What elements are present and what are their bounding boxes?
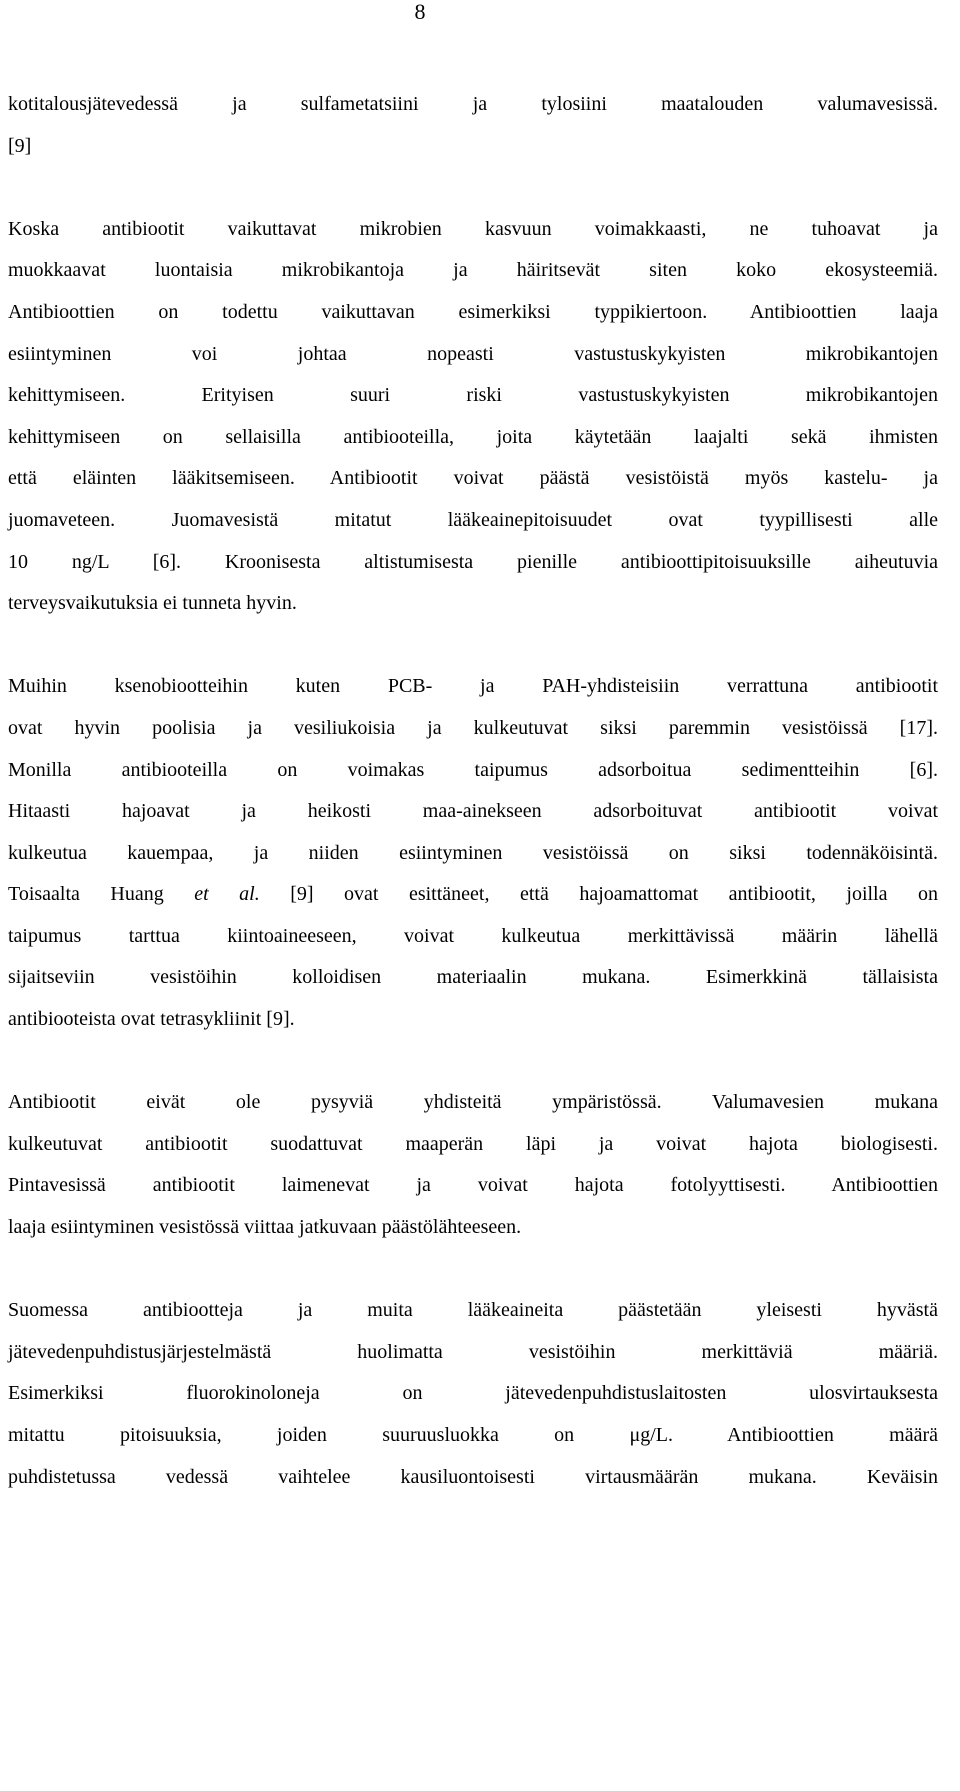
text-line: Antibioottien on todettu vaikuttavan esimerkiksi typpikiertoon. Antibioottien laaja (8, 300, 938, 323)
text-line: Koska antibiootit vaikuttavat mikrobien kasvuun voimakkaasti, ne tuhoavat ja (8, 217, 938, 240)
text-line: puhdistetussa vedessä vaihtelee kausiluontoisesti virtausmäärän mukana. Keväisin (8, 1465, 938, 1488)
text-line: jätevedenpuhdistusjärjestelmästä huolimatta vesistöihin merkittäviä määriä. (8, 1340, 938, 1363)
text-line: sijaitseviin vesistöihin kolloidisen materiaalin mukana. Esimerkkinä tällaisista (8, 966, 938, 989)
text-line: Antibiootit eivät ole pysyviä yhdisteitä ympäristössä. Valumavesien mukana (8, 1091, 938, 1114)
text-line: laaja esiintyminen vesistössä viittaa jatkuvaan päästölähteeseen. (8, 1216, 522, 1239)
text-line: kotitalousjätevedessä ja sulfametatsiini ja tylosiini maatalouden valumavesissä. (8, 93, 938, 115)
text-run: Toisaalta Huang (8, 883, 195, 906)
text-line (8, 874, 938, 916)
page-number: 8 (414, 0, 426, 24)
paragraph-4 (8, 1082, 938, 1248)
text-line: että eläinten lääkitsemiseen. Antibiootit voivat päästä vesistöistä myös kastelu- ja (8, 467, 938, 490)
document-body (8, 84, 938, 1498)
text-line: kehittymiseen. Erityisen suuri riski vastustuskykyisten mikrobikantojen (8, 384, 938, 407)
paragraph-3 (8, 666, 938, 1040)
text-run: [9] ovat esittäneet, että hajoamattomat antibiootit, joilla on (259, 883, 938, 906)
paragraph-2 (8, 209, 938, 625)
text-line: antibiooteista ovat tetrasykliinit [9]. (8, 1008, 295, 1031)
text-line: kulkeutuvat antibiootit suodattuvat maaperän läpi ja voivat hajota biologisesti. (8, 1132, 938, 1155)
text-line: 10 ng/L [6]. Kroonisesta altistumisesta pienille antibioottipitoisuuksille aiheutuvia (8, 550, 938, 573)
text-line: kehittymiseen on sellaisilla antibiooteilla, joita käytetään laajalti sekä ihmisten (8, 425, 938, 448)
text-line: terveysvaikutuksia ei tunneta hyvin. (8, 592, 297, 615)
text-line: juomaveteen. Juomavesistä mitatut lääkeainepitoisuudet ovat tyypillisesti alle (8, 508, 938, 531)
text-line: Monilla antibiooteilla on voimakas taipumus adsorboitua sedimentteihin [6]. (8, 758, 938, 781)
text-line: Pintavesissä antibiootit laimenevat ja voivat hajota fotolyyttisesti. Antibioottien (8, 1174, 938, 1197)
text-line: kulkeutua kauempaa, ja niiden esiintyminen vesistöissä on siksi todennäköisintä. (8, 841, 938, 864)
italic-citation: et al. (194, 883, 260, 906)
text-line: [9] (8, 134, 32, 157)
text-line: esiintyminen voi johtaa nopeasti vastustuskykyisten mikrobikantojen (8, 342, 938, 365)
text-line: Suomessa antibiootteja ja muita lääkeaineita päästetään yleisesti hyvästä (8, 1299, 938, 1322)
text-line: ovat hyvin poolisia ja vesiliukoisia ja kulkeutuvat siksi paremmin vesistöissä [17]. (8, 716, 938, 739)
text-line: muokkaavat luontaisia mikrobikantoja ja häiritsevät siten koko ekosysteemiä. (8, 259, 938, 282)
text-line: mitattu pitoisuuksia, joiden suuruusluokka on μg/L. Antibioottien määrä (8, 1424, 938, 1446)
text-line: Muihin ksenobiootteihin kuten PCB- ja PAH-yhdisteisiin verrattuna antibiootit (8, 675, 938, 698)
text-line: Esimerkiksi fluorokinoloneja on jätevedenpuhdistuslaitosten ulosvirtauksesta (8, 1382, 938, 1405)
text-line: Hitaasti hajoavat ja heikosti maa-ainekseen adsorboituvat antibiootit voivat (8, 800, 938, 823)
paragraph-5 (8, 1290, 938, 1498)
paragraph-1 (8, 84, 938, 167)
text-line: taipumus tarttua kiintoaineeseen, voivat kulkeutua merkittävissä määrin lähellä (8, 924, 938, 947)
